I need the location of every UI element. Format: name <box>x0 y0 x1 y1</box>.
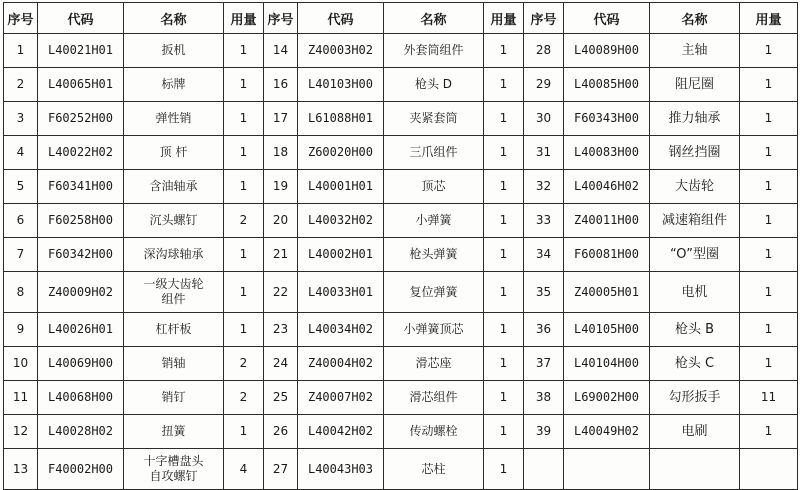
table-row <box>4 272 798 313</box>
name-cell: 深沟球轴承 <box>124 238 224 272</box>
table-row <box>4 204 798 238</box>
table-body <box>4 34 798 490</box>
code-cell: Z40003H02 <box>298 34 384 68</box>
code-cell: F40002H00 <box>38 449 124 490</box>
column-header: 序号 <box>264 3 298 34</box>
qty-cell: 1 <box>224 238 264 272</box>
name-cell: 大齿轮 <box>650 170 740 204</box>
seq-cell: 19 <box>264 170 298 204</box>
code-cell: L40002H01 <box>298 238 384 272</box>
code-cell: L40032H02 <box>298 204 384 238</box>
code-cell: Z60020H00 <box>298 136 384 170</box>
column-header: 用量 <box>224 3 264 34</box>
name-cell: 顶 杆 <box>124 136 224 170</box>
name-cell: 十字槽盘头 自攻螺钉 <box>124 449 224 490</box>
column-header: 序号 <box>4 3 38 34</box>
name-cell: 小弹簧 <box>384 204 484 238</box>
qty-cell: 2 <box>224 204 264 238</box>
code-cell: Z40009H02 <box>38 272 124 313</box>
table-row <box>4 102 798 136</box>
qty-cell: 1 <box>224 136 264 170</box>
name-cell: 电机 <box>650 272 740 313</box>
name-cell: 主轴 <box>650 34 740 68</box>
name-cell: 销轴 <box>124 347 224 381</box>
name-cell: 钢丝挡圈 <box>650 136 740 170</box>
table-header-row <box>4 3 798 34</box>
table-row <box>4 415 798 449</box>
name-cell: 电刷 <box>650 415 740 449</box>
seq-cell: 23 <box>264 313 298 347</box>
seq-cell: 5 <box>4 170 38 204</box>
name-cell: 滑芯座 <box>384 347 484 381</box>
table-row <box>4 381 798 415</box>
qty-cell: 1 <box>484 238 524 272</box>
seq-cell: 27 <box>264 449 298 490</box>
name-cell: 弹性销 <box>124 102 224 136</box>
code-cell: L69002H00 <box>564 381 650 415</box>
column-header: 名称 <box>650 3 740 34</box>
name-cell: 复位弹簧 <box>384 272 484 313</box>
name-cell: 推力轴承 <box>650 102 740 136</box>
name-cell: 一级大齿轮 组件 <box>124 272 224 313</box>
qty-cell: 1 <box>224 68 264 102</box>
column-header: 代码 <box>298 3 384 34</box>
qty-cell: 1 <box>484 272 524 313</box>
seq-cell: 18 <box>264 136 298 170</box>
code-cell: L40034H02 <box>298 313 384 347</box>
seq-cell: 24 <box>264 347 298 381</box>
code-cell: Z40004H02 <box>298 347 384 381</box>
name-cell: 沉头螺钉 <box>124 204 224 238</box>
qty-cell: 1 <box>484 170 524 204</box>
seq-cell: 30 <box>524 102 564 136</box>
name-cell: 滑芯组件 <box>384 381 484 415</box>
seq-cell: 37 <box>524 347 564 381</box>
seq-cell: 26 <box>264 415 298 449</box>
seq-cell: 16 <box>264 68 298 102</box>
code-cell: F60252H00 <box>38 102 124 136</box>
name-cell: 含油轴承 <box>124 170 224 204</box>
name-cell: 枪头弹簧 <box>384 238 484 272</box>
seq-cell: 21 <box>264 238 298 272</box>
code-cell: L40103H00 <box>298 68 384 102</box>
qty-cell: 11 <box>740 381 798 415</box>
seq-cell: 7 <box>4 238 38 272</box>
table-row <box>4 238 798 272</box>
seq-cell: 22 <box>264 272 298 313</box>
code-cell: L40033H01 <box>298 272 384 313</box>
code-cell: Z40007H02 <box>298 381 384 415</box>
table-row <box>4 313 798 347</box>
code-cell: L40043H03 <box>298 449 384 490</box>
code-cell: L40021H01 <box>38 34 124 68</box>
name-cell: 减速箱组件 <box>650 204 740 238</box>
seq-cell: 17 <box>264 102 298 136</box>
code-cell: L40083H00 <box>564 136 650 170</box>
column-header: 名称 <box>384 3 484 34</box>
seq-cell: 32 <box>524 170 564 204</box>
code-cell: L40026H01 <box>38 313 124 347</box>
code-cell: L61088H01 <box>298 102 384 136</box>
qty-cell: 1 <box>740 415 798 449</box>
name-cell: 勾形扳手 <box>650 381 740 415</box>
qty-cell: 1 <box>224 102 264 136</box>
name-cell: 杠杆板 <box>124 313 224 347</box>
column-header: 用量 <box>740 3 798 34</box>
qty-cell: 1 <box>740 272 798 313</box>
seq-cell: 14 <box>264 34 298 68</box>
seq-cell <box>524 449 564 490</box>
seq-cell: 3 <box>4 102 38 136</box>
qty-cell: 1 <box>740 34 798 68</box>
code-cell: F60081H00 <box>564 238 650 272</box>
seq-cell: 20 <box>264 204 298 238</box>
code-cell: F60258H00 <box>38 204 124 238</box>
name-cell: 枪头 D <box>384 68 484 102</box>
code-cell: L40042H02 <box>298 415 384 449</box>
column-header: 序号 <box>524 3 564 34</box>
qty-cell: 1 <box>224 170 264 204</box>
name-cell: 扭簧 <box>124 415 224 449</box>
qty-cell: 1 <box>740 68 798 102</box>
qty-cell: 1 <box>484 102 524 136</box>
qty-cell <box>740 449 798 490</box>
qty-cell: 1 <box>740 136 798 170</box>
name-cell: 枪头 C <box>650 347 740 381</box>
name-cell: 夹紧套筒 <box>384 102 484 136</box>
seq-cell: 25 <box>264 381 298 415</box>
name-cell: “O”型圈 <box>650 238 740 272</box>
name-cell: 枪头 B <box>650 313 740 347</box>
qty-cell: 1 <box>484 34 524 68</box>
code-cell: L40068H00 <box>38 381 124 415</box>
qty-cell: 4 <box>224 449 264 490</box>
seq-cell: 1 <box>4 34 38 68</box>
code-cell: L40022H02 <box>38 136 124 170</box>
code-cell: L40049H02 <box>564 415 650 449</box>
code-cell: L40105H00 <box>564 313 650 347</box>
table-row <box>4 34 798 68</box>
code-cell: L40069H00 <box>38 347 124 381</box>
name-cell: 阻尼圈 <box>650 68 740 102</box>
code-cell: L40065H01 <box>38 68 124 102</box>
column-header: 用量 <box>484 3 524 34</box>
table-row <box>4 170 798 204</box>
seq-cell: 9 <box>4 313 38 347</box>
seq-cell: 39 <box>524 415 564 449</box>
qty-cell: 1 <box>484 381 524 415</box>
code-cell: F60342H00 <box>38 238 124 272</box>
name-cell <box>650 449 740 490</box>
qty-cell: 1 <box>224 415 264 449</box>
seq-cell: 34 <box>524 238 564 272</box>
name-cell: 扳机 <box>124 34 224 68</box>
table-row <box>4 449 798 490</box>
qty-cell: 1 <box>484 449 524 490</box>
seq-cell: 36 <box>524 313 564 347</box>
qty-cell: 1 <box>484 136 524 170</box>
seq-cell: 11 <box>4 381 38 415</box>
code-cell: L40028H02 <box>38 415 124 449</box>
code-cell: Z40011H00 <box>564 204 650 238</box>
parts-table <box>3 2 798 490</box>
code-cell: L40085H00 <box>564 68 650 102</box>
seq-cell: 31 <box>524 136 564 170</box>
qty-cell: 1 <box>484 415 524 449</box>
name-cell: 传动螺栓 <box>384 415 484 449</box>
qty-cell: 1 <box>740 204 798 238</box>
qty-cell: 1 <box>740 313 798 347</box>
name-cell: 外套筒组件 <box>384 34 484 68</box>
qty-cell: 1 <box>740 102 798 136</box>
seq-cell: 2 <box>4 68 38 102</box>
qty-cell: 1 <box>484 204 524 238</box>
code-cell: Z40005H01 <box>564 272 650 313</box>
qty-cell: 1 <box>740 347 798 381</box>
qty-cell: 1 <box>224 313 264 347</box>
code-cell: L40001H01 <box>298 170 384 204</box>
qty-cell: 1 <box>484 68 524 102</box>
code-cell: L40046H02 <box>564 170 650 204</box>
code-cell: F60343H00 <box>564 102 650 136</box>
table-row <box>4 347 798 381</box>
qty-cell: 2 <box>224 381 264 415</box>
qty-cell: 2 <box>224 347 264 381</box>
seq-cell: 29 <box>524 68 564 102</box>
qty-cell: 1 <box>740 238 798 272</box>
qty-cell: 1 <box>224 272 264 313</box>
seq-cell: 38 <box>524 381 564 415</box>
code-cell: L40104H00 <box>564 347 650 381</box>
qty-cell: 1 <box>484 313 524 347</box>
seq-cell: 10 <box>4 347 38 381</box>
seq-cell: 13 <box>4 449 38 490</box>
seq-cell: 4 <box>4 136 38 170</box>
seq-cell: 28 <box>524 34 564 68</box>
code-cell <box>564 449 650 490</box>
name-cell: 顶芯 <box>384 170 484 204</box>
seq-cell: 35 <box>524 272 564 313</box>
qty-cell: 1 <box>224 34 264 68</box>
qty-cell: 1 <box>484 347 524 381</box>
code-cell: L40089H00 <box>564 34 650 68</box>
code-cell: F60341H00 <box>38 170 124 204</box>
name-cell: 小弹簧顶芯 <box>384 313 484 347</box>
qty-cell: 1 <box>740 170 798 204</box>
seq-cell: 8 <box>4 272 38 313</box>
seq-cell: 33 <box>524 204 564 238</box>
name-cell: 销钉 <box>124 381 224 415</box>
table-row <box>4 68 798 102</box>
name-cell: 三爪组件 <box>384 136 484 170</box>
name-cell: 芯柱 <box>384 449 484 490</box>
seq-cell: 12 <box>4 415 38 449</box>
name-cell: 标牌 <box>124 68 224 102</box>
column-header: 名称 <box>124 3 224 34</box>
column-header: 代码 <box>564 3 650 34</box>
table-row <box>4 136 798 170</box>
seq-cell: 6 <box>4 204 38 238</box>
column-header: 代码 <box>38 3 124 34</box>
